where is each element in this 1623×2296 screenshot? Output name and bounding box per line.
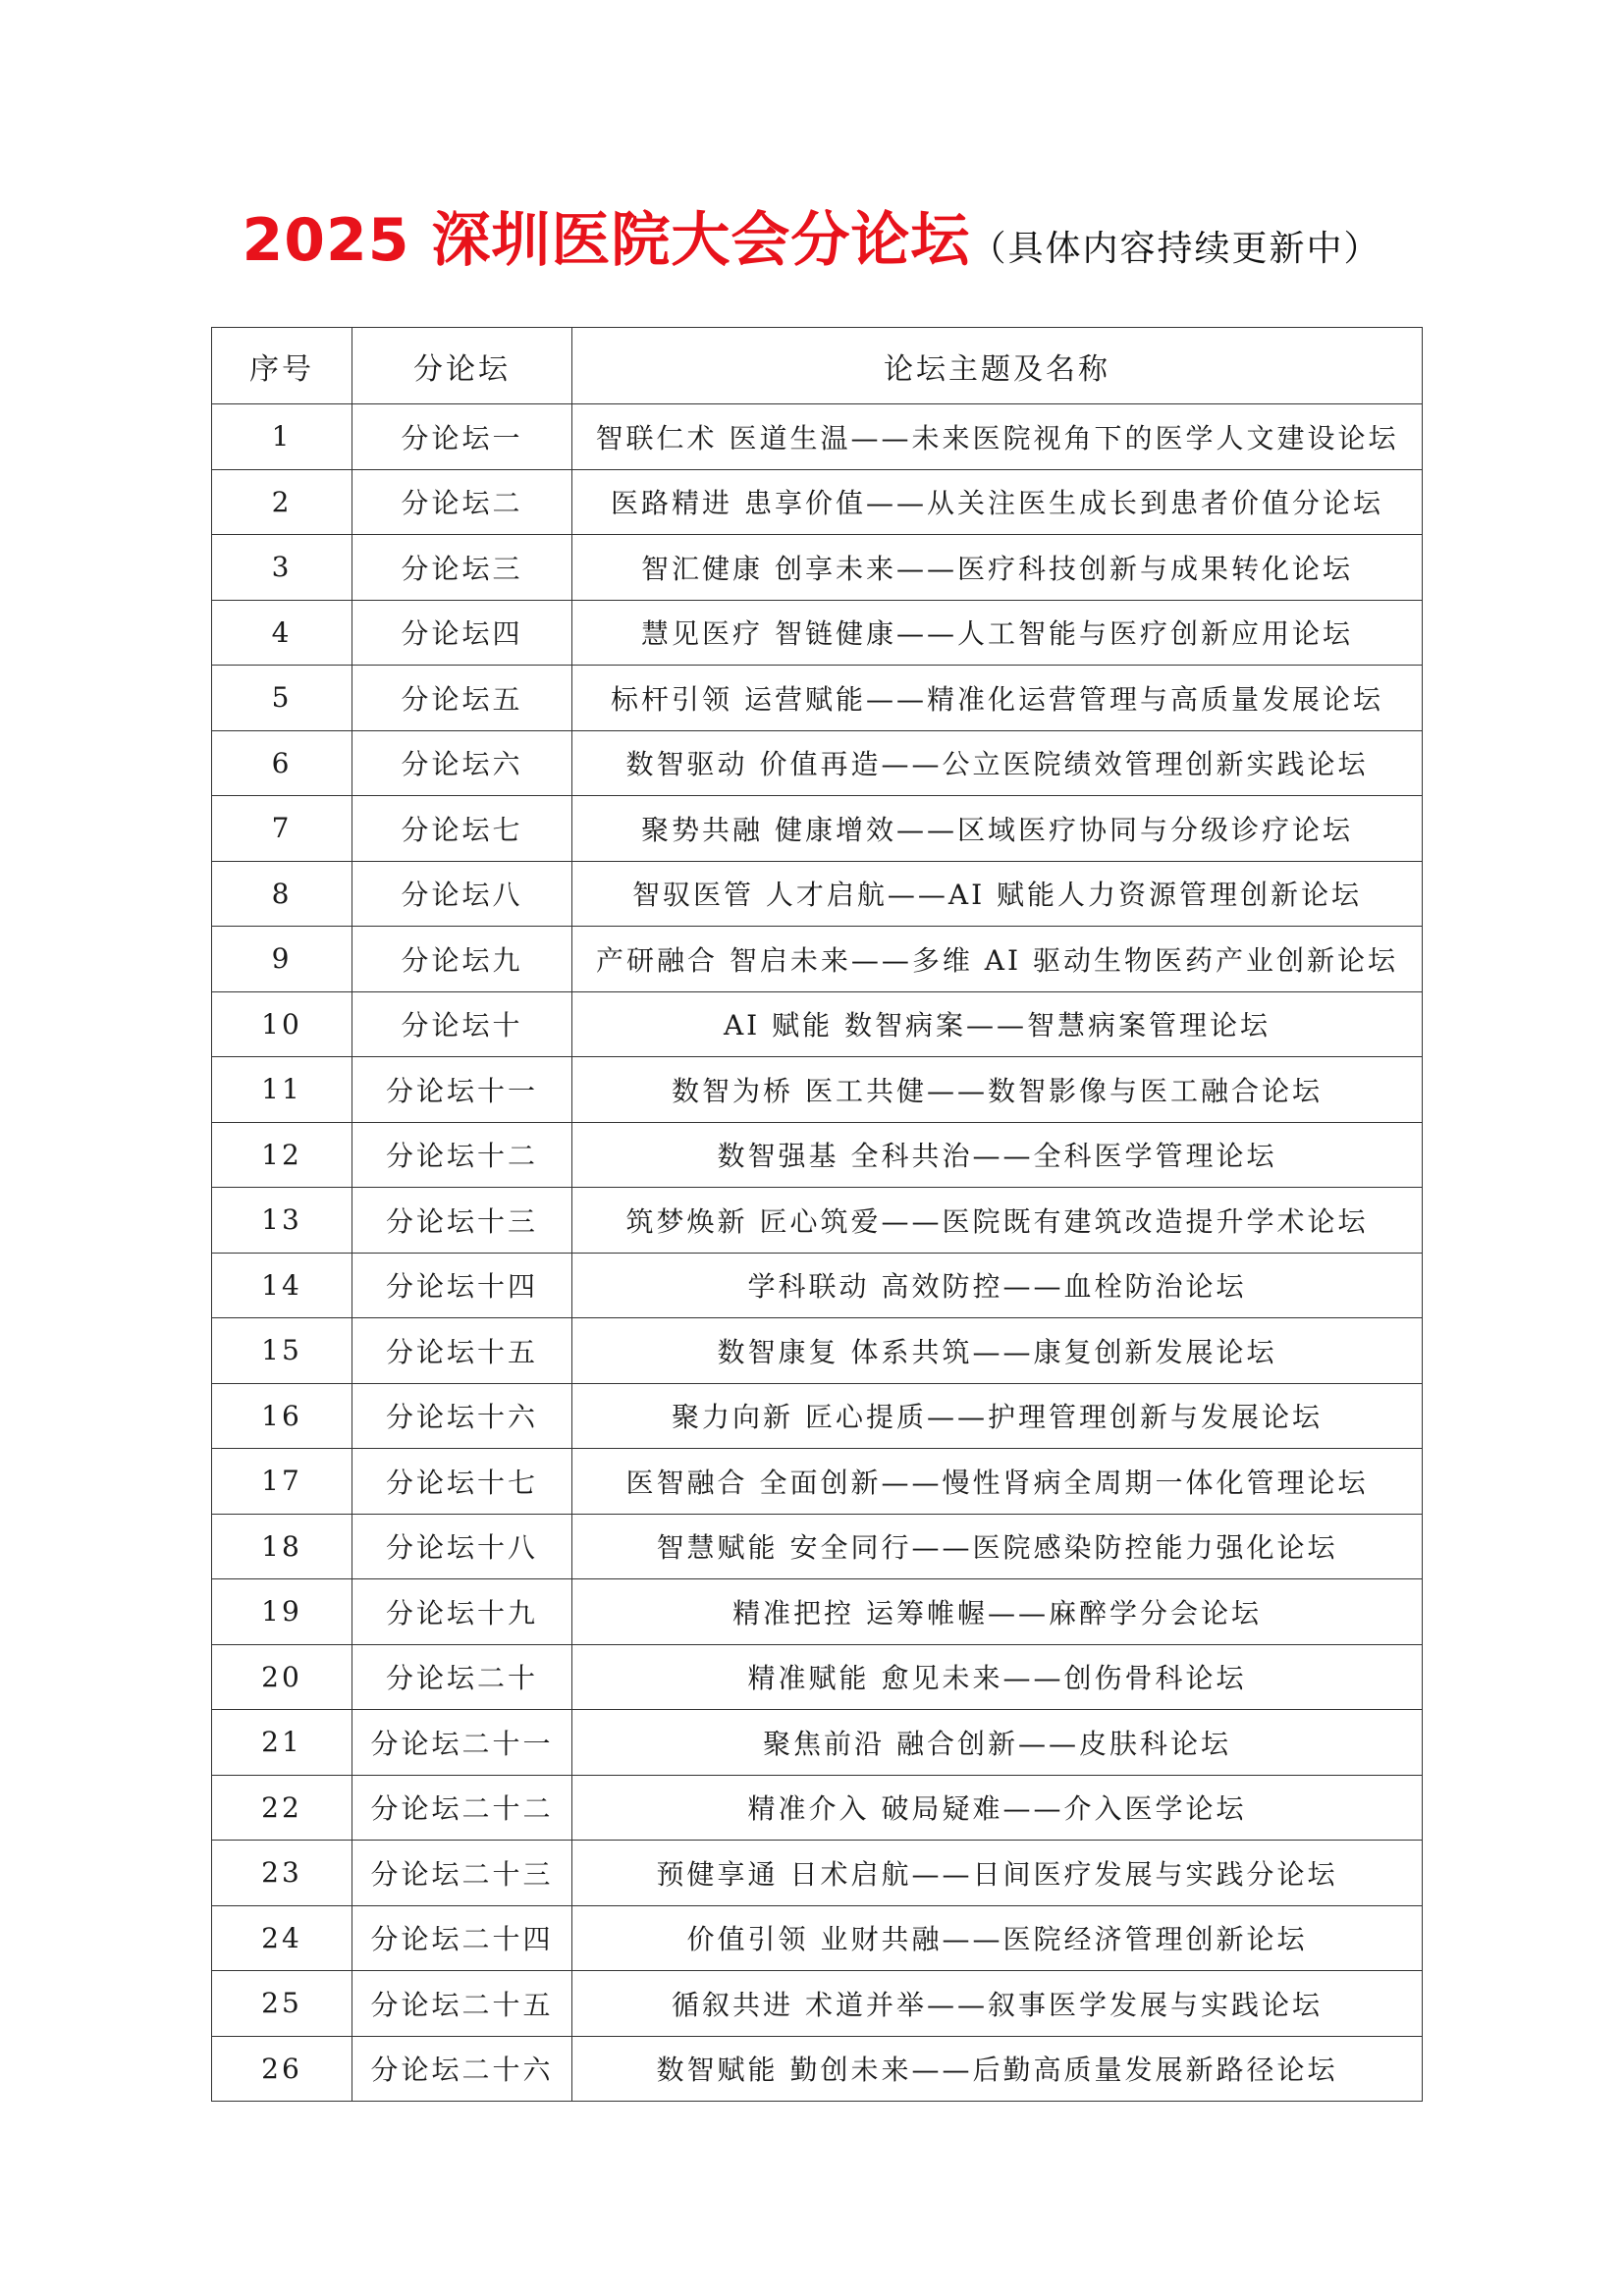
row-number-cell: 20 (212, 1644, 352, 1710)
row-forum-cell: 分论坛三 (352, 535, 572, 601)
row-number-cell: 23 (212, 1841, 352, 1906)
row-forum-cell: 分论坛十三 (352, 1188, 572, 1254)
table-row (212, 469, 1423, 535)
row-number-cell: 26 (212, 2036, 352, 2102)
row-theme-cell: 智慧赋能 安全同行——医院感染防控能力强化论坛 (572, 1514, 1423, 1579)
row-theme-cell: 医智融合 全面创新——慢性肾病全周期一体化管理论坛 (572, 1449, 1423, 1515)
row-theme-cell: 价值引领 业财共融——医院经济管理创新论坛 (572, 1905, 1423, 1971)
row-theme-cell: 数智驱动 价值再造——公立医院绩效管理创新实践论坛 (572, 730, 1423, 796)
row-theme-cell: 精准介入 破局疑难——介入医学论坛 (572, 1775, 1423, 1841)
row-theme-cell: 数智康复 体系共筑——康复创新发展论坛 (572, 1318, 1423, 1384)
row-forum-cell: 分论坛二十一 (352, 1710, 572, 1776)
row-forum-cell: 分论坛十二 (352, 1122, 572, 1188)
row-number-cell: 25 (212, 1971, 352, 2037)
table-row (212, 861, 1423, 927)
row-forum-cell: 分论坛二十五 (352, 1971, 572, 2037)
title-subtitle: （具体内容持续更新中） (970, 229, 1381, 269)
title-main: 2025 深圳医院大会分论坛 (242, 206, 971, 275)
header-row (212, 328, 1423, 404)
table-row (212, 666, 1423, 731)
row-forum-cell: 分论坛七 (352, 796, 572, 862)
row-number-cell: 17 (212, 1449, 352, 1515)
row-number-cell: 19 (212, 1579, 352, 1645)
row-forum-cell: 分论坛十五 (352, 1318, 572, 1384)
row-forum-cell: 分论坛一 (352, 404, 572, 470)
row-number-cell: 8 (212, 861, 352, 927)
row-theme-cell: 数智为桥 医工共健——数智影像与医工融合论坛 (572, 1057, 1423, 1123)
row-number-cell: 18 (212, 1514, 352, 1579)
header-forum: 分论坛 (352, 328, 572, 404)
row-number-cell: 9 (212, 927, 352, 992)
row-forum-cell: 分论坛二十四 (352, 1905, 572, 1971)
table-row (212, 1905, 1423, 1971)
row-forum-cell: 分论坛二十二 (352, 1775, 572, 1841)
table-row (212, 1188, 1423, 1254)
row-forum-cell: 分论坛十七 (352, 1449, 572, 1515)
header-theme: 论坛主题及名称 (572, 328, 1423, 404)
row-theme-cell: 学科联动 高效防控——血栓防治论坛 (572, 1253, 1423, 1318)
row-forum-cell: 分论坛十八 (352, 1514, 572, 1579)
row-forum-cell: 分论坛十一 (352, 1057, 572, 1123)
row-forum-cell: 分论坛十 (352, 991, 572, 1057)
forum-table (211, 327, 1423, 2102)
table-row (212, 600, 1423, 666)
row-forum-cell: 分论坛八 (352, 861, 572, 927)
row-forum-cell: 分论坛六 (352, 730, 572, 796)
table-row (212, 1122, 1423, 1188)
row-forum-cell: 分论坛十六 (352, 1383, 572, 1449)
row-theme-cell: 智驭医管 人才启航——AI 赋能人力资源管理创新论坛 (572, 861, 1423, 927)
row-forum-cell: 分论坛九 (352, 927, 572, 992)
row-number-cell: 22 (212, 1775, 352, 1841)
table-row (212, 1383, 1423, 1449)
row-forum-cell: 分论坛二 (352, 469, 572, 535)
row-theme-cell: 智联仁术 医道生温——未来医院视角下的医学人文建设论坛 (572, 404, 1423, 470)
table-row (212, 1971, 1423, 2037)
row-number-cell: 10 (212, 991, 352, 1057)
table-row (212, 1449, 1423, 1515)
row-theme-cell: 精准把控 运筹帷幄——麻醉学分会论坛 (572, 1579, 1423, 1645)
table-header (212, 328, 1423, 404)
row-theme-cell: 预健享通 日术启航——日间医疗发展与实践分论坛 (572, 1841, 1423, 1906)
header-no: 序号 (212, 328, 352, 404)
table-row (212, 2036, 1423, 2102)
table-row (212, 1579, 1423, 1645)
table-row (212, 535, 1423, 601)
row-theme-cell: 循叙共进 术道并举——叙事医学发展与实践论坛 (572, 1971, 1423, 2037)
row-theme-cell: 数智赋能 勤创未来——后勤高质量发展新路径论坛 (572, 2036, 1423, 2102)
row-number-cell: 15 (212, 1318, 352, 1384)
table-row (212, 796, 1423, 862)
table-row (212, 1318, 1423, 1384)
row-number-cell: 6 (212, 730, 352, 796)
row-forum-cell: 分论坛五 (352, 666, 572, 731)
row-number-cell: 24 (212, 1905, 352, 1971)
table-row (212, 991, 1423, 1057)
row-theme-cell: 精准赋能 愈见未来——创伤骨科论坛 (572, 1644, 1423, 1710)
row-theme-cell: 慧见医疗 智链健康——人工智能与医疗创新应用论坛 (572, 600, 1423, 666)
row-forum-cell: 分论坛二十六 (352, 2036, 572, 2102)
row-number-cell: 12 (212, 1122, 352, 1188)
row-forum-cell: 分论坛四 (352, 600, 572, 666)
row-forum-cell: 分论坛十九 (352, 1579, 572, 1645)
row-theme-cell: 筑梦焕新 匠心筑爱——医院既有建筑改造提升学术论坛 (572, 1188, 1423, 1254)
table-row (212, 1644, 1423, 1710)
table-row (212, 730, 1423, 796)
row-number-cell: 3 (212, 535, 352, 601)
row-theme-cell: 医路精进 患享价值——从关注医生成长到患者价值分论坛 (572, 469, 1423, 535)
table-row (212, 1057, 1423, 1123)
row-number-cell: 1 (212, 404, 352, 470)
row-number-cell: 7 (212, 796, 352, 862)
row-theme-cell: 标杆引领 运营赋能——精准化运营管理与高质量发展论坛 (572, 666, 1423, 731)
row-number-cell: 16 (212, 1383, 352, 1449)
table-row (212, 1710, 1423, 1776)
table-row (212, 1253, 1423, 1318)
row-theme-cell: 数智强基 全科共治——全科医学管理论坛 (572, 1122, 1423, 1188)
row-theme-cell: AI 赋能 数智病案——智慧病案管理论坛 (572, 991, 1423, 1057)
table-row (212, 1775, 1423, 1841)
row-theme-cell: 智汇健康 创享未来——医疗科技创新与成果转化论坛 (572, 535, 1423, 601)
row-forum-cell: 分论坛十四 (352, 1253, 572, 1318)
page-title (0, 201, 1623, 294)
row-number-cell: 11 (212, 1057, 352, 1123)
table-body (212, 404, 1423, 2102)
row-forum-cell: 分论坛二十三 (352, 1841, 572, 1906)
table-row (212, 404, 1423, 470)
row-theme-cell: 聚势共融 健康增效——区域医疗协同与分级诊疗论坛 (572, 796, 1423, 862)
table-row (212, 1841, 1423, 1906)
row-theme-cell: 聚焦前沿 融合创新——皮肤科论坛 (572, 1710, 1423, 1776)
row-number-cell: 13 (212, 1188, 352, 1254)
row-theme-cell: 产研融合 智启未来——多维 AI 驱动生物医药产业创新论坛 (572, 927, 1423, 992)
row-number-cell: 2 (212, 469, 352, 535)
table-row (212, 927, 1423, 992)
row-forum-cell: 分论坛二十 (352, 1644, 572, 1710)
row-number-cell: 14 (212, 1253, 352, 1318)
row-number-cell: 5 (212, 666, 352, 731)
row-theme-cell: 聚力向新 匠心提质——护理管理创新与发展论坛 (572, 1383, 1423, 1449)
row-number-cell: 21 (212, 1710, 352, 1776)
table-row (212, 1514, 1423, 1579)
row-number-cell: 4 (212, 600, 352, 666)
